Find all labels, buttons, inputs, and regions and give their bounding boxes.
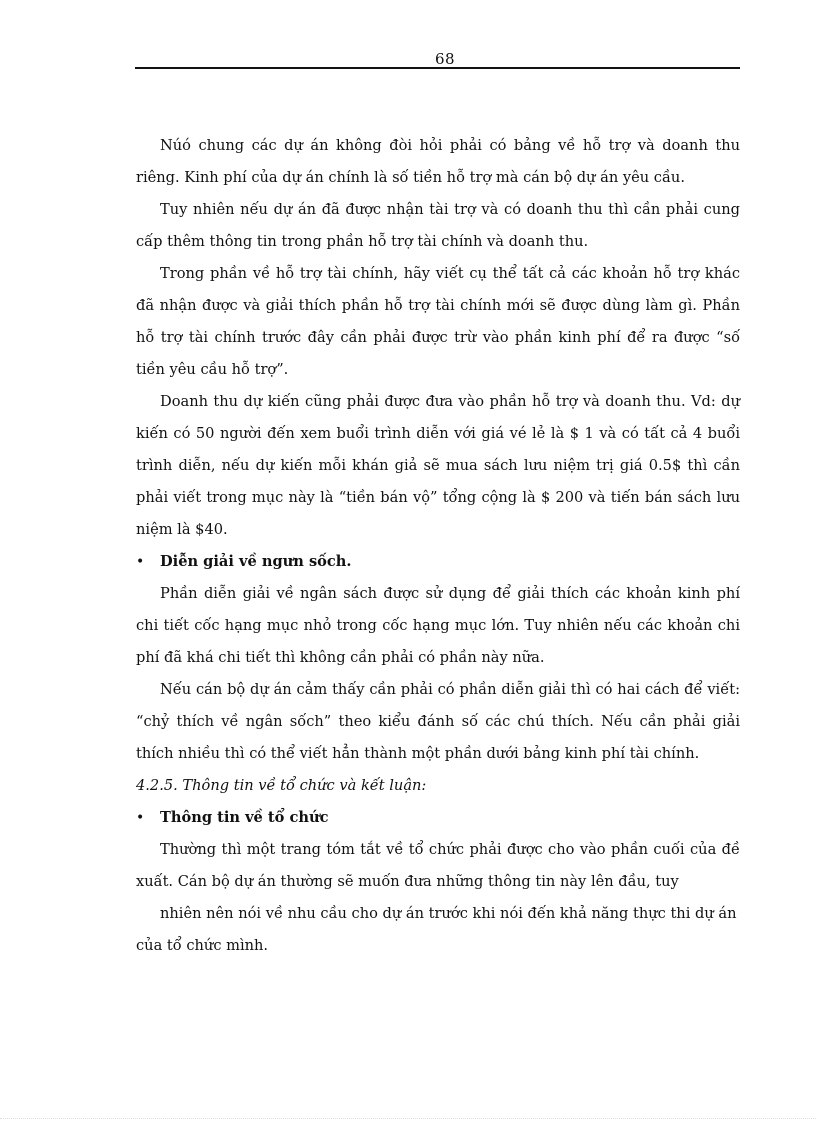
paragraph-8: nhiên nên nói về nhu cầu cho dự án trước khi nói đến khả năng thực thi dự án của tổ chức mình. (136, 905, 737, 954)
bullet-budget-explanation (136, 546, 740, 578)
bullet-icon: • (136, 810, 145, 826)
paragraph-2: Tuy nhiên nếu dự án đã được nhận tài trợ và có doanh thu thì cần phải cung cấp thêm thông tin trong phần hỗ trợ tài chính và doanh thu. (136, 201, 740, 250)
footer-divider (0, 1118, 816, 1119)
bullet-text: Thông tin về tổ chức (160, 809, 329, 826)
header-rule (135, 67, 740, 69)
paragraph-3: Trong phần về hỗ trợ tài chính, hãy viết cụ thể tất cả các khoản hỗ trợ khác đã nhận được và giải thích phần hỗ trợ tài chính mới sẽ được dùng làm gì. Phần hỗ trợ tài chính trước đây cần phải được trừ vào phần kinh phí để ra được “số tiền yêu cầu hỗ trợ”. (136, 265, 740, 378)
paragraph-5: Phần diễn giải về ngân sách được sử dụng để giải thích các khoản kinh phí chi tiết cốc hạng mục nhỏ trong cốc hạng mục lớn. Tuy nhiên nếu các khoản chi phí đã khá chi tiết thì không cần phải có phần này nữa. (136, 585, 740, 666)
bullet-text: Diễn giải về ngưn sốch. (160, 553, 352, 570)
paragraph-7: Thường thì một trang tóm tắt về tổ chức phải được cho vào phần cuối của đề xuất. Cán bộ dự án thường sẽ muốn đưa những thông tin này lên đầu, tuy (136, 841, 740, 890)
paragraph-4: Doanh thu dự kiến cũng phải được đưa vào phần hỗ trợ và doanh thu. Vd: dự kiến có 50 người đến xem buổi trình diễn với giá vé lẻ là $ 1 và có tất cả 4 buổi trình diễn, nếu dự kiến mỗi khán giả sẽ mua sách lưu niệm trị giá 0.5$ thì cần phải viết trong mục này là “tiền bán vộ” tổng cộng là $ 200 và tiến bán sách lưu niệm là $40. (136, 393, 740, 538)
section-heading: 4.2.5. Thông tin về tổ chức và kết luận: (136, 777, 427, 794)
page-number: 68 (434, 50, 456, 68)
page-body (136, 130, 740, 962)
paragraph-1: Núó chung các dự án không đòi hỏi phải có bảng về hỗ trợ và doanh thu riêng. Kinh phí của dự án chính là số tiền hỗ trợ mà cán bộ dự án yêu cầu. (136, 137, 740, 186)
bullet-organization-info (136, 802, 740, 834)
bullet-icon: • (136, 554, 145, 570)
paragraph-6: Nếu cán bộ dự án cảm thấy cần phải có phần diễn giải thì có hai cách để viết: “chỷ thích về ngân sốch” theo kiểu đánh số các chú thích. Nếu cần phải giải thích nhiều thì có thể viết hẳn thành một phần dưới bảng kinh phí tài chính. (136, 681, 740, 762)
